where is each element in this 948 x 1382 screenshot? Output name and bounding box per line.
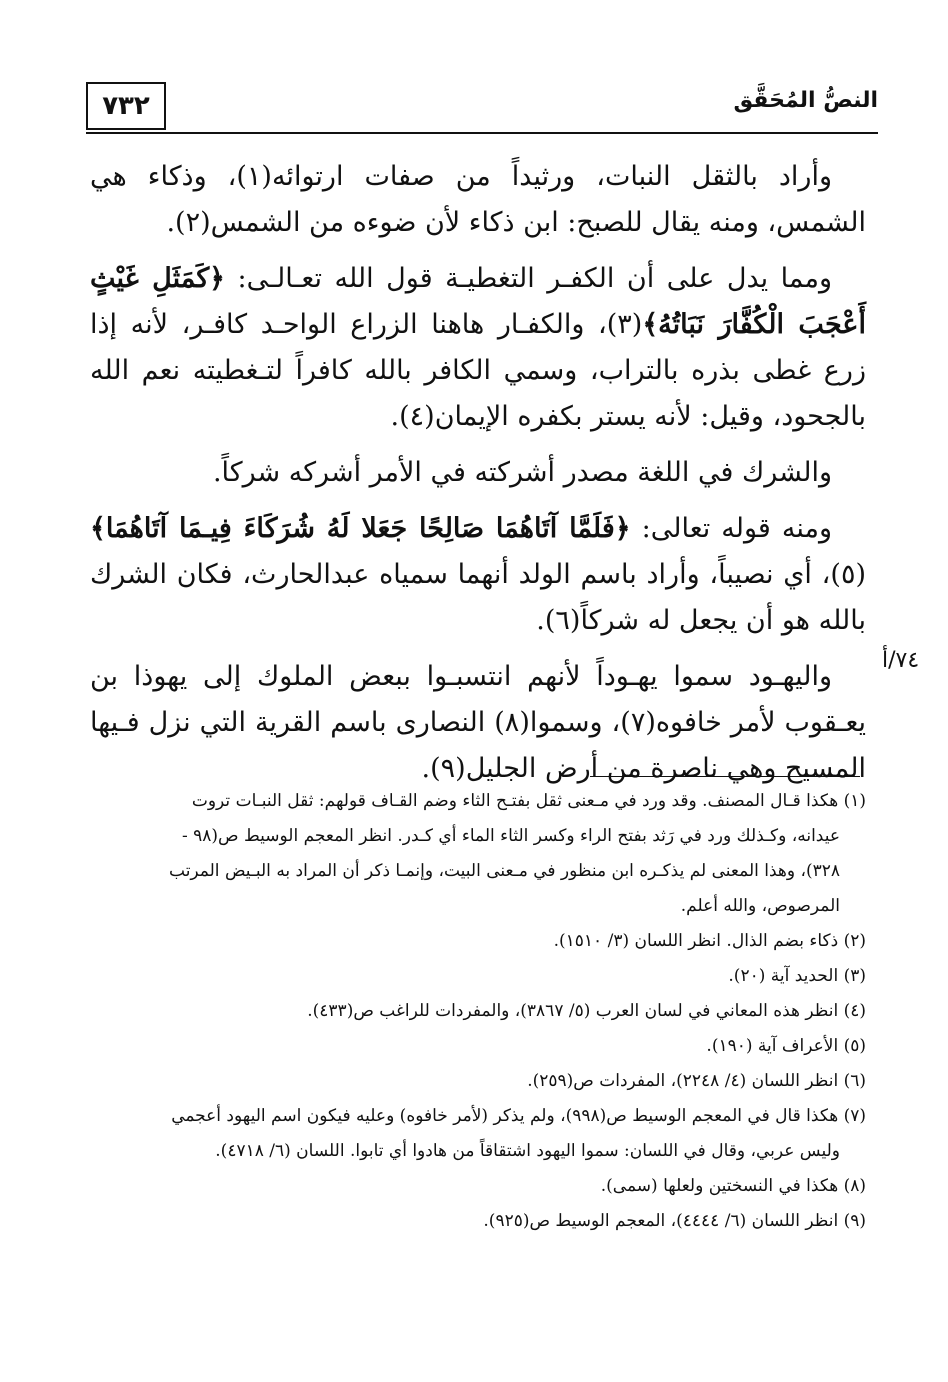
footnote-line: ٣٢٨)، وهذا المعنى لم يذكـره ابن منظور في مـعنى البيت، وإنمـا ذكر أن المراد به البـيض المرتب: [169, 861, 840, 881]
running-title: النصُّ المُحَقَّق: [733, 88, 878, 113]
paragraph-2: [90, 256, 866, 440]
footnote-1: [84, 784, 866, 819]
footnote-line: (٣) الحديد آية (٢٠).: [728, 966, 866, 986]
footnote-line: (٢) ذكاء بضم الذال. انظر اللسان (٣/ ١٥١٠).: [553, 931, 866, 951]
footnote-8: [84, 1169, 866, 1204]
footnote-line: (٨) هكذا في النسختين ولعلها (سمى).: [600, 1176, 866, 1196]
footnote-6: [84, 1064, 866, 1099]
footnote-line: عيدانه، وكـذلك ورد في رَثد بفتح الراء وكسر الثاء الماء أي كـدر. انظر المعجم الوسيط ص(٩٨ -: [181, 826, 840, 846]
paragraph-text-after: (٣)، والكفـار هاهنا الزراع الواحـد كافـر، لأنه إذا زرع غطى بذره بالتراب، وسمي الكافر بالله كافراً لتـغطيته نعم الله بالجحود، وقيل: لأنه يستر بكفره الإيمان(٤).: [90, 309, 866, 432]
footnote-2: [84, 924, 866, 959]
quran-verse: ﴿كَمَثَلِ غَيْثٍ أَعْجَبَ الْكُفَّارَ نَبَاتُهُ﴾: [90, 263, 866, 340]
footnote-3: [84, 959, 866, 994]
paragraph-4: [90, 506, 866, 644]
paragraph-3: [90, 450, 866, 496]
footnote-1-continued: [84, 819, 866, 854]
page-header: [86, 82, 878, 140]
footnote-line: وليس عربي، وقال في اللسان: سموا اليهود اشتقاقاً من هادوا أي تابوا. اللسان (٦/ ٤٧١٨).: [215, 1141, 840, 1161]
paragraph-1: [90, 154, 866, 246]
footnote-7: [84, 1099, 866, 1134]
footnote-5: [84, 1029, 866, 1064]
main-text: [90, 154, 866, 796]
footnotes: [84, 784, 866, 1239]
footnote-line: (٥) الأعراف آية (١٩٠).: [706, 1036, 866, 1056]
paragraph-text-before: ومنه قوله تعالى:: [630, 513, 832, 544]
footnote-4: [84, 994, 866, 1029]
footnote-line: (٧) هكذا قال في المعجم الوسيط ص(٩٩٨)، ولم يذكر (لأمر خافوه) وعليه فيكون اسم اليهود أعجمي: [171, 1106, 866, 1126]
footnote-line: (١) هكذا قـال المصنف. وقد ورد في مـعنى ثقل بفتـح الثاء وضم القـاف قولهم: ثقل النبـات تروت: [191, 791, 866, 811]
paragraph-text: واليهـود سموا يهـوداً لأنهم انتسبـوا ببعض الملوك إلى يهوذا بن يعـقوب لأمر خافوه(٧)، وسموا(٨) النصارى باسم القرية التي نزل فـيها المسيح وهي ناصرة من أرض الجليل(٩).: [90, 661, 866, 784]
footnote-line: المرصوص، والله أعلم.: [680, 896, 840, 916]
footnote-1-continued: [84, 889, 866, 924]
footnote-9: [84, 1204, 866, 1239]
footnote-line: (٩) انظر اللسان (٦/ ٤٤٤٤)، المعجم الوسيط ص(٩٢٥).: [483, 1211, 866, 1231]
footnote-1-continued: [84, 854, 866, 889]
footnote-line: (٦) انظر اللسان (٤/ ٢٢٤٨)، المفردات ص(٢٥٩).: [527, 1071, 866, 1091]
footnote-line: (٤) انظر هذه المعاني في لسان العرب (٥/ ٣٨٦٧)، والمفردات للراغب ص(٤٣٣).: [307, 1001, 866, 1021]
header-rule: [86, 132, 878, 134]
paragraph-text-after: (٥)، أي نصيباً، وأراد باسم الولد أنهما سمياه عبدالحارث، فكان الشرك بالله هو أن يجعل له شركاً(٦).: [90, 559, 866, 636]
manuscript-folio-marker: ٧٤/أ: [882, 648, 920, 673]
paragraph-text: والشرك في اللغة مصدر أشركته في الأمر أشركه شركاً.: [212, 457, 832, 488]
paragraph-text: وأراد بالثقل النبات، ورثيداً من صفات ارتوائه(١)، وذكاء هي الشمس، ومنه يقال للصبح: ابن ذكاء لأن ضوءه من الشمس(٢).: [90, 161, 866, 238]
paragraph-5: [90, 654, 866, 792]
footnote-7-continued: [84, 1134, 866, 1169]
paragraph-text-before: ومما يدل على أن الكفـر التغطيـة قول الله تعـالـى:: [225, 263, 833, 294]
quran-verse: ﴿فَلَمَّا آتَاهُمَا صَالِحًا جَعَلا لَهُ شُرَكَاءَ فِيـمَا آتَاهُمَا﴾: [90, 513, 631, 544]
page-number: ٧٣٢: [86, 82, 166, 130]
footnote-separator: [590, 776, 860, 777]
